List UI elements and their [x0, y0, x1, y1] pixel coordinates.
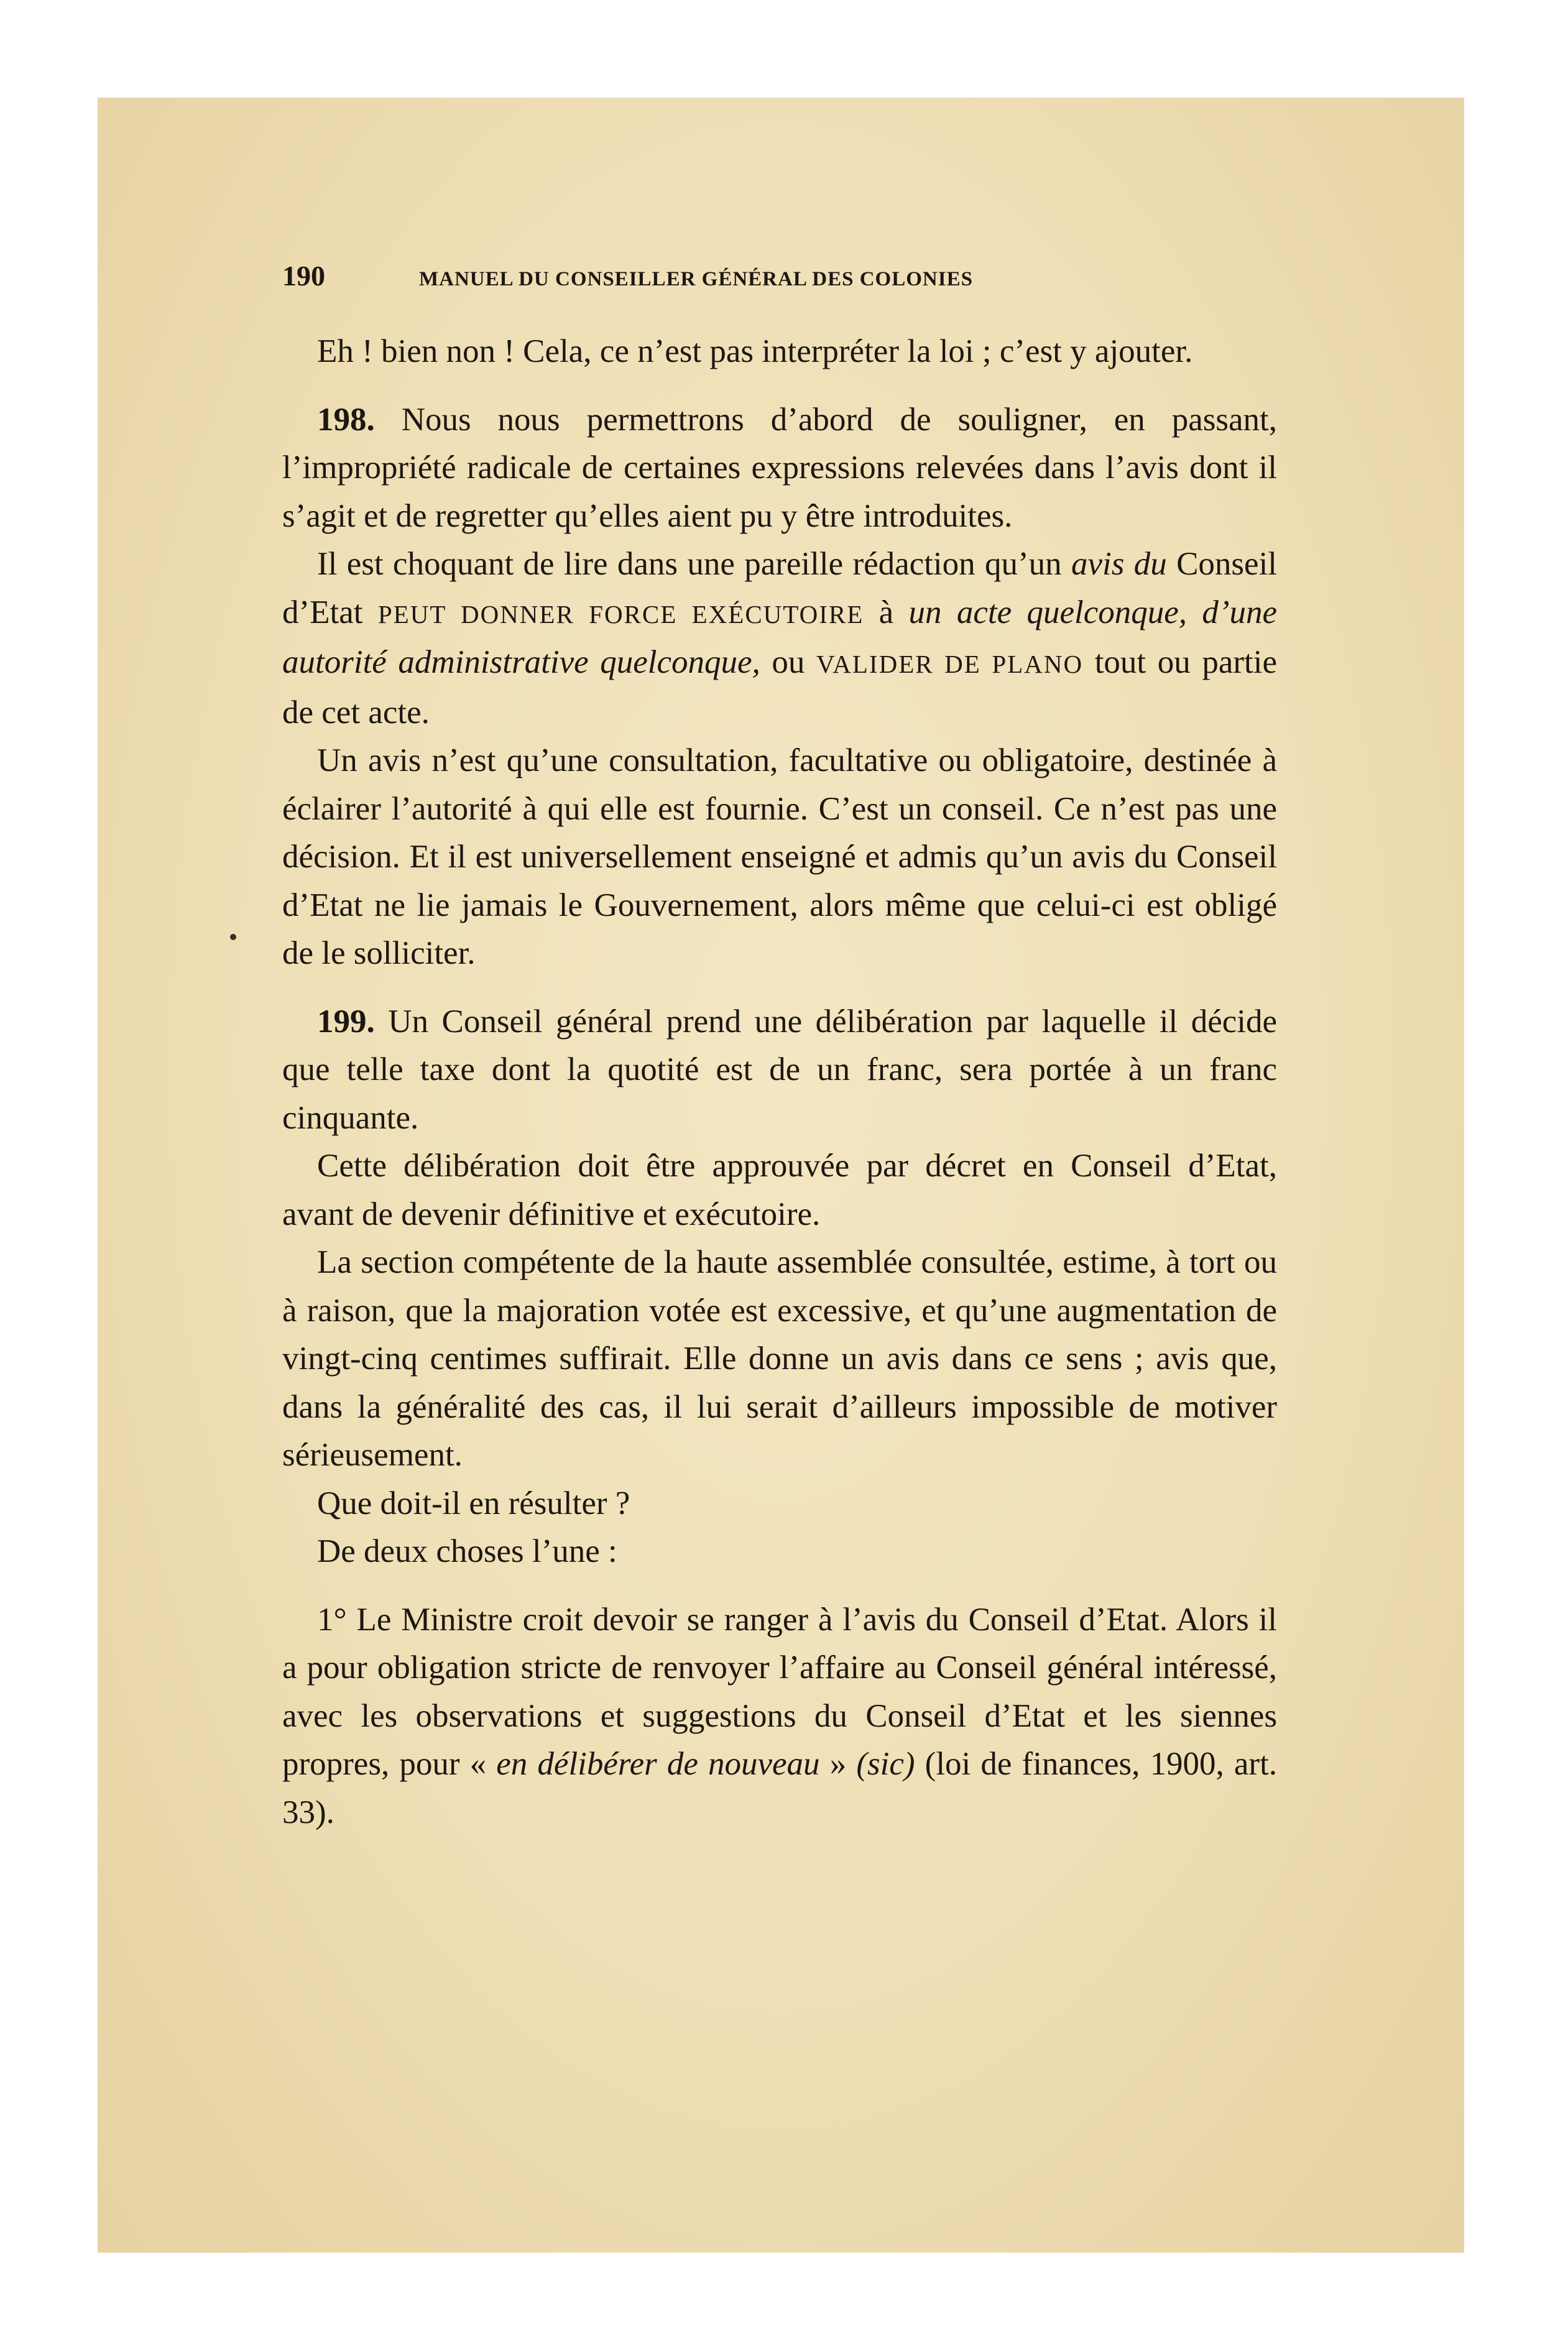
- page-number: 190: [282, 260, 325, 292]
- p3-text-a: Il est choquant de lire dans une pareille rédaction qu’un: [317, 546, 1062, 582]
- paragraph-199: [282, 998, 1277, 1143]
- paragraph-198: [282, 396, 1277, 541]
- p10-text-a: 1° Le Ministre croit devoir se ranger à l’avis du Conseil d’Etat. Alors il a pour obligation stricte de renvoyer l’affaire au Conseil général intéressé, avec les observations et suggestions du Conseil d’Etat et les siennes propres, pour «: [282, 1601, 1277, 1782]
- p3-italic-acte: un acte quelconque, d’une autorité administrative quelconque,: [282, 594, 1278, 680]
- p3-text-e: à: [879, 594, 894, 630]
- running-header: [282, 259, 1277, 303]
- paragraph-198-text: Nous nous permettrons d’abord de souligner, en passant, l’impropriété radicale de certaines expressions relevées dans l’avis dont il s’agit et de regretter qu’elles aient pu y être introduites.: [282, 401, 1278, 534]
- section-number-199: 199.: [317, 1003, 375, 1040]
- p10-text-c: »: [829, 1746, 847, 1782]
- running-title: MANUEL DU CONSEILLER GÉNÉRAL DES COLONIES: [419, 268, 973, 290]
- p3-text-i: tout ou partie de cet acte.: [282, 644, 1277, 731]
- p10-text-e: (loi de finances, 1900, art. 33).: [282, 1746, 1278, 1830]
- p3-italic-avis: avis du: [1071, 546, 1167, 582]
- p10-italic-sic: (sic): [856, 1746, 915, 1782]
- paragraph-7: La section compétente de la haute assemblée consultée, estime, à tort ou à raison, que la majoration votée est excessive, et qu’une augmentation de vingt-cinq centimes suffirait. Elle donne un avis dans ce sens ; avis que, dans la généralité des cas, il lui serait d’ailleurs impossible de motiver sérieusement.: [282, 1244, 1277, 1473]
- paragraph-9: De deux choses l’une :: [317, 1533, 617, 1569]
- paragraph-3: [282, 540, 1277, 737]
- text-block: [282, 259, 1277, 1837]
- paragraph-8: Que doit-il en résulter ?: [317, 1485, 630, 1521]
- p3-smallcaps-force: PEUT DONNER FORCE EXÉCUTOIRE: [377, 599, 864, 629]
- paragraph-6: Cette délibération doit être approuvée par décret en Conseil d’Etat, avant de devenir définitive et exécutoire.: [282, 1148, 1277, 1232]
- section-number-198: 198.: [317, 401, 375, 438]
- p3-text-c: Conseil d’Etat: [282, 546, 1278, 630]
- scanned-page: [98, 98, 1464, 2253]
- p3-text-g: ou: [772, 644, 805, 680]
- paragraph-1: Eh ! bien non ! Cela, ce n’est pas interpréter la loi ; c’est y ajouter.: [317, 333, 1193, 369]
- p10-italic-deliberer: en délibérer de nouveau: [496, 1746, 820, 1782]
- paragraph-4: Un avis n’est qu’une consultation, facultative ou obligatoire, destinée à éclairer l’autorité à qui elle est fournie. C’est un conseil. Ce n’est pas une décision. Et il est universellement enseigné et admis qu’un avis du Conseil d’Etat ne lie jamais le Gouvernement, alors même que celui-ci est obligé de le solliciter.: [282, 742, 1277, 971]
- paragraph-10: [282, 1596, 1277, 1837]
- paragraph-199-text: Un Conseil général prend une délibération par laquelle il décide que telle taxe dont la quotité est de un franc, sera portée à un franc cinquante.: [282, 1003, 1277, 1136]
- ink-speck: [230, 934, 236, 940]
- p3-smallcaps-valider: VALIDER DE PLANO: [816, 650, 1084, 678]
